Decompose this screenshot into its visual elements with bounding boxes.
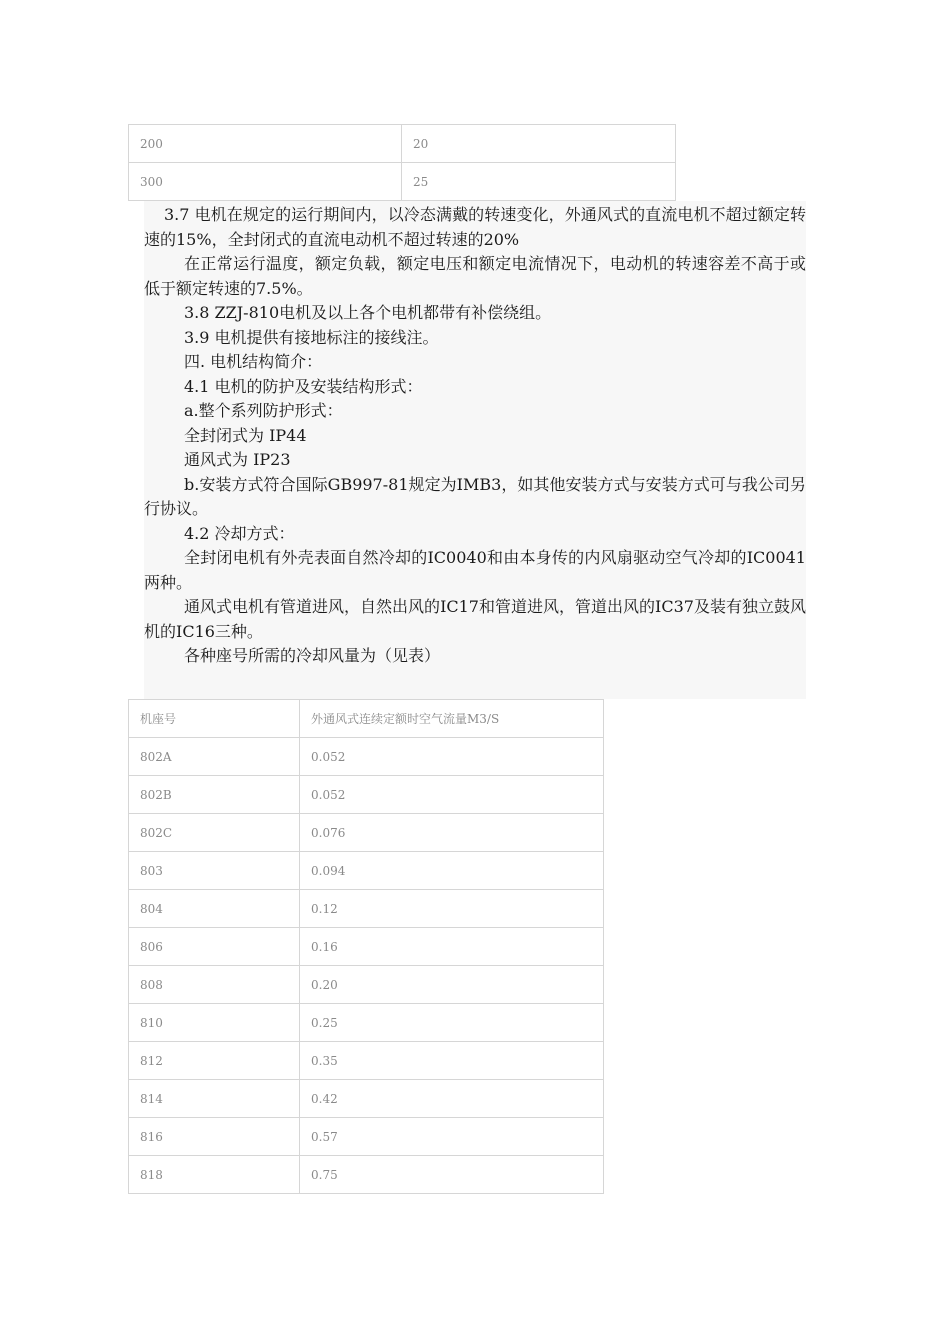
table-row bbox=[129, 1004, 604, 1042]
table-row bbox=[129, 852, 604, 890]
table-cell: 0.42 bbox=[300, 1080, 604, 1118]
table-row bbox=[129, 928, 604, 966]
table-cell: 0.094 bbox=[300, 852, 604, 890]
cooling-airflow-table bbox=[128, 699, 604, 1194]
table-row bbox=[129, 966, 604, 1004]
table-cell: 802A bbox=[129, 738, 300, 776]
table-cell: 802C bbox=[129, 814, 300, 852]
speed-table bbox=[128, 124, 676, 201]
table-row bbox=[129, 1042, 604, 1080]
table-cell: 810 bbox=[129, 1004, 300, 1042]
paragraph-ventilated-cooling: 通风式电机有管道进风，自然出风的IC17和管道进风，管道出风的IC37及装有独立鼓风机的IC16三种。 bbox=[144, 597, 806, 641]
paragraph-airflow-intro: 各种座号所需的冷却风量为（见表） bbox=[184, 646, 441, 665]
table-cell: 802B bbox=[129, 776, 300, 814]
table-cell: 812 bbox=[129, 1042, 300, 1080]
table-cell: 300 bbox=[129, 163, 402, 201]
table-cell: 806 bbox=[129, 928, 300, 966]
table-header-cell: 外通风式连续定额时空气流量M3/S bbox=[300, 700, 604, 738]
table-cell: 25 bbox=[402, 163, 676, 201]
table-row bbox=[129, 163, 676, 201]
table-cell: 0.052 bbox=[300, 738, 604, 776]
table-cell: 804 bbox=[129, 890, 300, 928]
table-cell: 0.076 bbox=[300, 814, 604, 852]
table-cell: 0.57 bbox=[300, 1118, 604, 1156]
paragraph-enclosed-cooling: 全封闭电机有外壳表面自然冷却的IC0040和由本身传的内风扇驱动空气冷却的IC0041两种。 bbox=[144, 548, 806, 592]
table-cell: 20 bbox=[402, 125, 676, 163]
table-cell: 0.16 bbox=[300, 928, 604, 966]
table-cell: 200 bbox=[129, 125, 402, 163]
table-cell: 808 bbox=[129, 966, 300, 1004]
table-cell: 0.20 bbox=[300, 966, 604, 1004]
table-cell: 818 bbox=[129, 1156, 300, 1194]
paragraph-3-8: 3.8 ZZJ-810电机及以上各个电机都带有补偿绕组。 bbox=[184, 303, 552, 322]
table-row bbox=[129, 1156, 604, 1194]
table-cell: 0.75 bbox=[300, 1156, 604, 1194]
table-row bbox=[129, 1080, 604, 1118]
table-row bbox=[129, 776, 604, 814]
paragraph-ip44: 全封闭式为 IP44 bbox=[184, 425, 307, 445]
table-row bbox=[129, 890, 604, 928]
document-body-text bbox=[144, 201, 806, 699]
table-row bbox=[129, 125, 676, 163]
paragraph-speed-tolerance: 在正常运行温度，额定负载，额定电压和额定电流情况下，电动机的转速容差不高于或低于额定转速的7.5%。 bbox=[144, 254, 806, 298]
paragraph-3-7: 3.7 电机在规定的运行期间内，以冷态满戴的转速变化，外通风式的直流电机不超过额定转速的15%，全封闭式的直流电动机不超过转速的20% bbox=[144, 205, 806, 249]
table-cell: 814 bbox=[129, 1080, 300, 1118]
table-cell: 0.052 bbox=[300, 776, 604, 814]
paragraph-4-1: 4.1 电机的防护及安装结构形式： bbox=[184, 376, 423, 396]
table-header-row bbox=[129, 700, 604, 738]
paragraph-4-2: 4.2 冷却方式： bbox=[184, 523, 295, 543]
table-cell: 0.35 bbox=[300, 1042, 604, 1080]
paragraph-ip23: 通风式为 IP23 bbox=[184, 450, 291, 469]
section-heading-structure: 四. 电机结构简介： bbox=[184, 352, 323, 371]
table-cell: 0.12 bbox=[300, 890, 604, 928]
paragraph-mounting: b.安装方式符合国际GB997-81规定为IMB3，如其他安装方式与安装方式可与我公司另行协议。 bbox=[144, 474, 806, 518]
table-header-cell: 机座号 bbox=[129, 700, 300, 738]
table-row bbox=[129, 814, 604, 852]
paragraph-3-9: 3.9 电机提供有接地标注的接线注。 bbox=[184, 327, 439, 347]
table-row bbox=[129, 738, 604, 776]
table-cell: 0.25 bbox=[300, 1004, 604, 1042]
table-cell: 816 bbox=[129, 1118, 300, 1156]
paragraph-protection-form: a.整个系列防护形式： bbox=[184, 401, 343, 420]
table-row bbox=[129, 1118, 604, 1156]
table-cell: 803 bbox=[129, 852, 300, 890]
